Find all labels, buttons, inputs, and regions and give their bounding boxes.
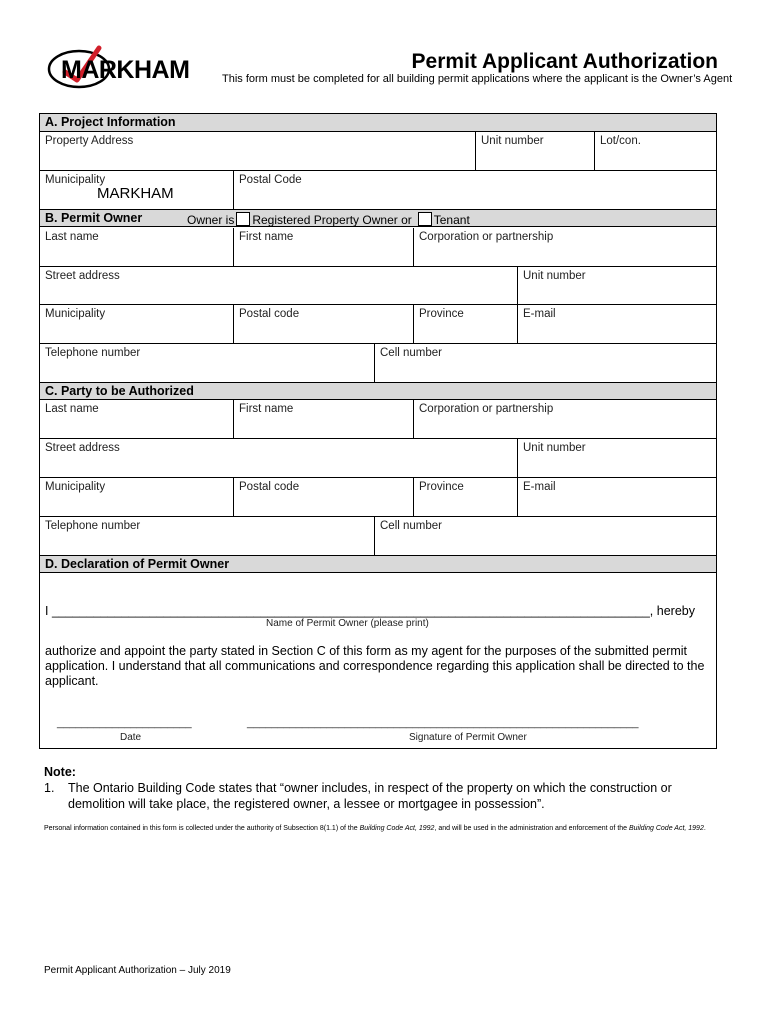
owner-corporation-label: Corporation or partnership [419, 231, 554, 243]
owner-is-label: Owner is [187, 213, 235, 227]
project-postal-code-label: Postal Code [239, 174, 302, 186]
note-item-number: 1. [44, 781, 55, 795]
logo-text: MARKHAM [61, 56, 190, 84]
note-heading: Note: [44, 765, 76, 779]
date-caption: Date [120, 732, 142, 743]
agent-municipality-field[interactable] [40, 478, 233, 516]
agent-corporation-label: Corporation or partnership [419, 403, 554, 415]
owner-email-label: E-mail [523, 308, 556, 320]
markham-logo [47, 42, 197, 92]
registered-owner-checkbox[interactable] [236, 212, 250, 226]
owner-first-name-field[interactable] [234, 228, 413, 266]
agent-email-field[interactable] [518, 478, 716, 516]
agent-postal-code-label: Postal code [239, 481, 300, 493]
section-a-heading: A. Project Information [40, 114, 716, 132]
owner-last-name-field[interactable] [40, 228, 233, 266]
signature-caption: Signature of Permit Owner [409, 732, 527, 743]
agent-telephone-field[interactable] [40, 517, 374, 555]
agent-street-address-label: Street address [45, 442, 120, 454]
owner-unit-number-label: Unit number [523, 270, 586, 282]
owner-telephone-field[interactable] [40, 344, 374, 382]
owner-province-label: Province [419, 308, 464, 320]
project-postal-code-field[interactable] [234, 171, 716, 209]
agent-unit-number-field[interactable] [518, 439, 716, 477]
owner-postal-code-label: Postal code [239, 308, 300, 320]
agent-municipality-label: Municipality [45, 481, 106, 493]
owner-email-field[interactable] [518, 305, 716, 343]
agent-email-label: E-mail [523, 481, 556, 493]
note-item-text: The Ontario Building Code states that “owner includes, in respect of the property on which the construction or demolition will take place, the registered owner, a lessee or mortgagee in possession”. [68, 781, 672, 811]
owner-street-address-label: Street address [45, 270, 120, 282]
project-unit-number-field[interactable] [476, 132, 594, 170]
agent-province-field[interactable] [414, 478, 517, 516]
footer-text: Permit Applicant Authorization – July 2019 [44, 965, 231, 976]
agent-postal-code-field[interactable] [234, 478, 413, 516]
date-line[interactable]: ______________________ [57, 717, 192, 729]
section-c-heading: C. Party to be Authorized [40, 382, 716, 400]
agent-first-name-field[interactable] [234, 400, 413, 438]
section-b-title: B. Permit Owner [45, 211, 143, 225]
owner-street-address-field[interactable] [40, 267, 517, 304]
owner-municipality-label: Municipality [45, 308, 106, 320]
owner-cell-field[interactable] [375, 344, 716, 382]
agent-province-label: Province [419, 481, 464, 493]
owner-type-row [187, 212, 470, 228]
owner-telephone-label: Telephone number [45, 347, 141, 359]
agent-cell-label: Cell number [380, 520, 442, 532]
property-address-field[interactable] [40, 132, 475, 170]
section-d-heading: D. Declaration of Permit Owner [40, 555, 716, 573]
permit-form [39, 113, 717, 749]
declaration-paragraph: authorize and appoint the party stated in Section C of this form as my agent for the purposes of the submitted permit application. I understand that all communications and correspondence regarding this application shall be directed to the applicant. [45, 644, 705, 688]
agent-corporation-field[interactable] [414, 400, 716, 438]
project-municipality-value: MARKHAM [97, 185, 174, 202]
agent-unit-number-label: Unit number [523, 442, 586, 454]
owner-last-name-label: Last name [45, 231, 99, 243]
page-title: Permit Applicant Authorization [411, 50, 718, 73]
owner-postal-code-field[interactable] [234, 305, 413, 343]
privacy-notice: Personal information contained in this form is collected under the authority of Subsection 8(1.1) of the Building Code Act, 1992, and will be used in the administration and enforcement of the Building Code Act, 1992. [44, 825, 706, 832]
agent-telephone-label: Telephone number [45, 520, 141, 532]
owner-corporation-field[interactable] [414, 228, 716, 266]
tenant-checkbox[interactable] [418, 212, 432, 226]
property-address-label: Property Address [45, 135, 134, 147]
owner-name-caption: Name of Permit Owner (please print) [266, 618, 429, 629]
project-municipality-label: Municipality [45, 174, 106, 186]
tenant-label: Tenant [433, 213, 470, 227]
agent-street-address-field[interactable] [40, 439, 517, 477]
signature-line[interactable]: ________________________________________________________________ [247, 717, 639, 729]
page-subtitle: This form must be completed for all building permit applications where the applicant is the Owner’s Agent [222, 73, 733, 85]
agent-last-name-field[interactable] [40, 400, 233, 438]
owner-first-name-label: First name [239, 231, 294, 243]
lot-con-field[interactable] [595, 132, 716, 170]
owner-province-field[interactable] [414, 305, 517, 343]
agent-cell-field[interactable] [375, 517, 716, 555]
owner-name-line[interactable]: I ______________________________________________________________________________________, hereby [45, 604, 695, 618]
lot-con-label: Lot/con. [600, 135, 641, 147]
agent-last-name-label: Last name [45, 403, 99, 415]
owner-municipality-field[interactable] [40, 305, 233, 343]
owner-cell-label: Cell number [380, 347, 442, 359]
agent-first-name-label: First name [239, 403, 294, 415]
registered-owner-label: Registered Property Owner or [252, 213, 412, 227]
project-unit-number-label: Unit number [481, 135, 544, 147]
owner-unit-number-field[interactable] [518, 267, 716, 304]
